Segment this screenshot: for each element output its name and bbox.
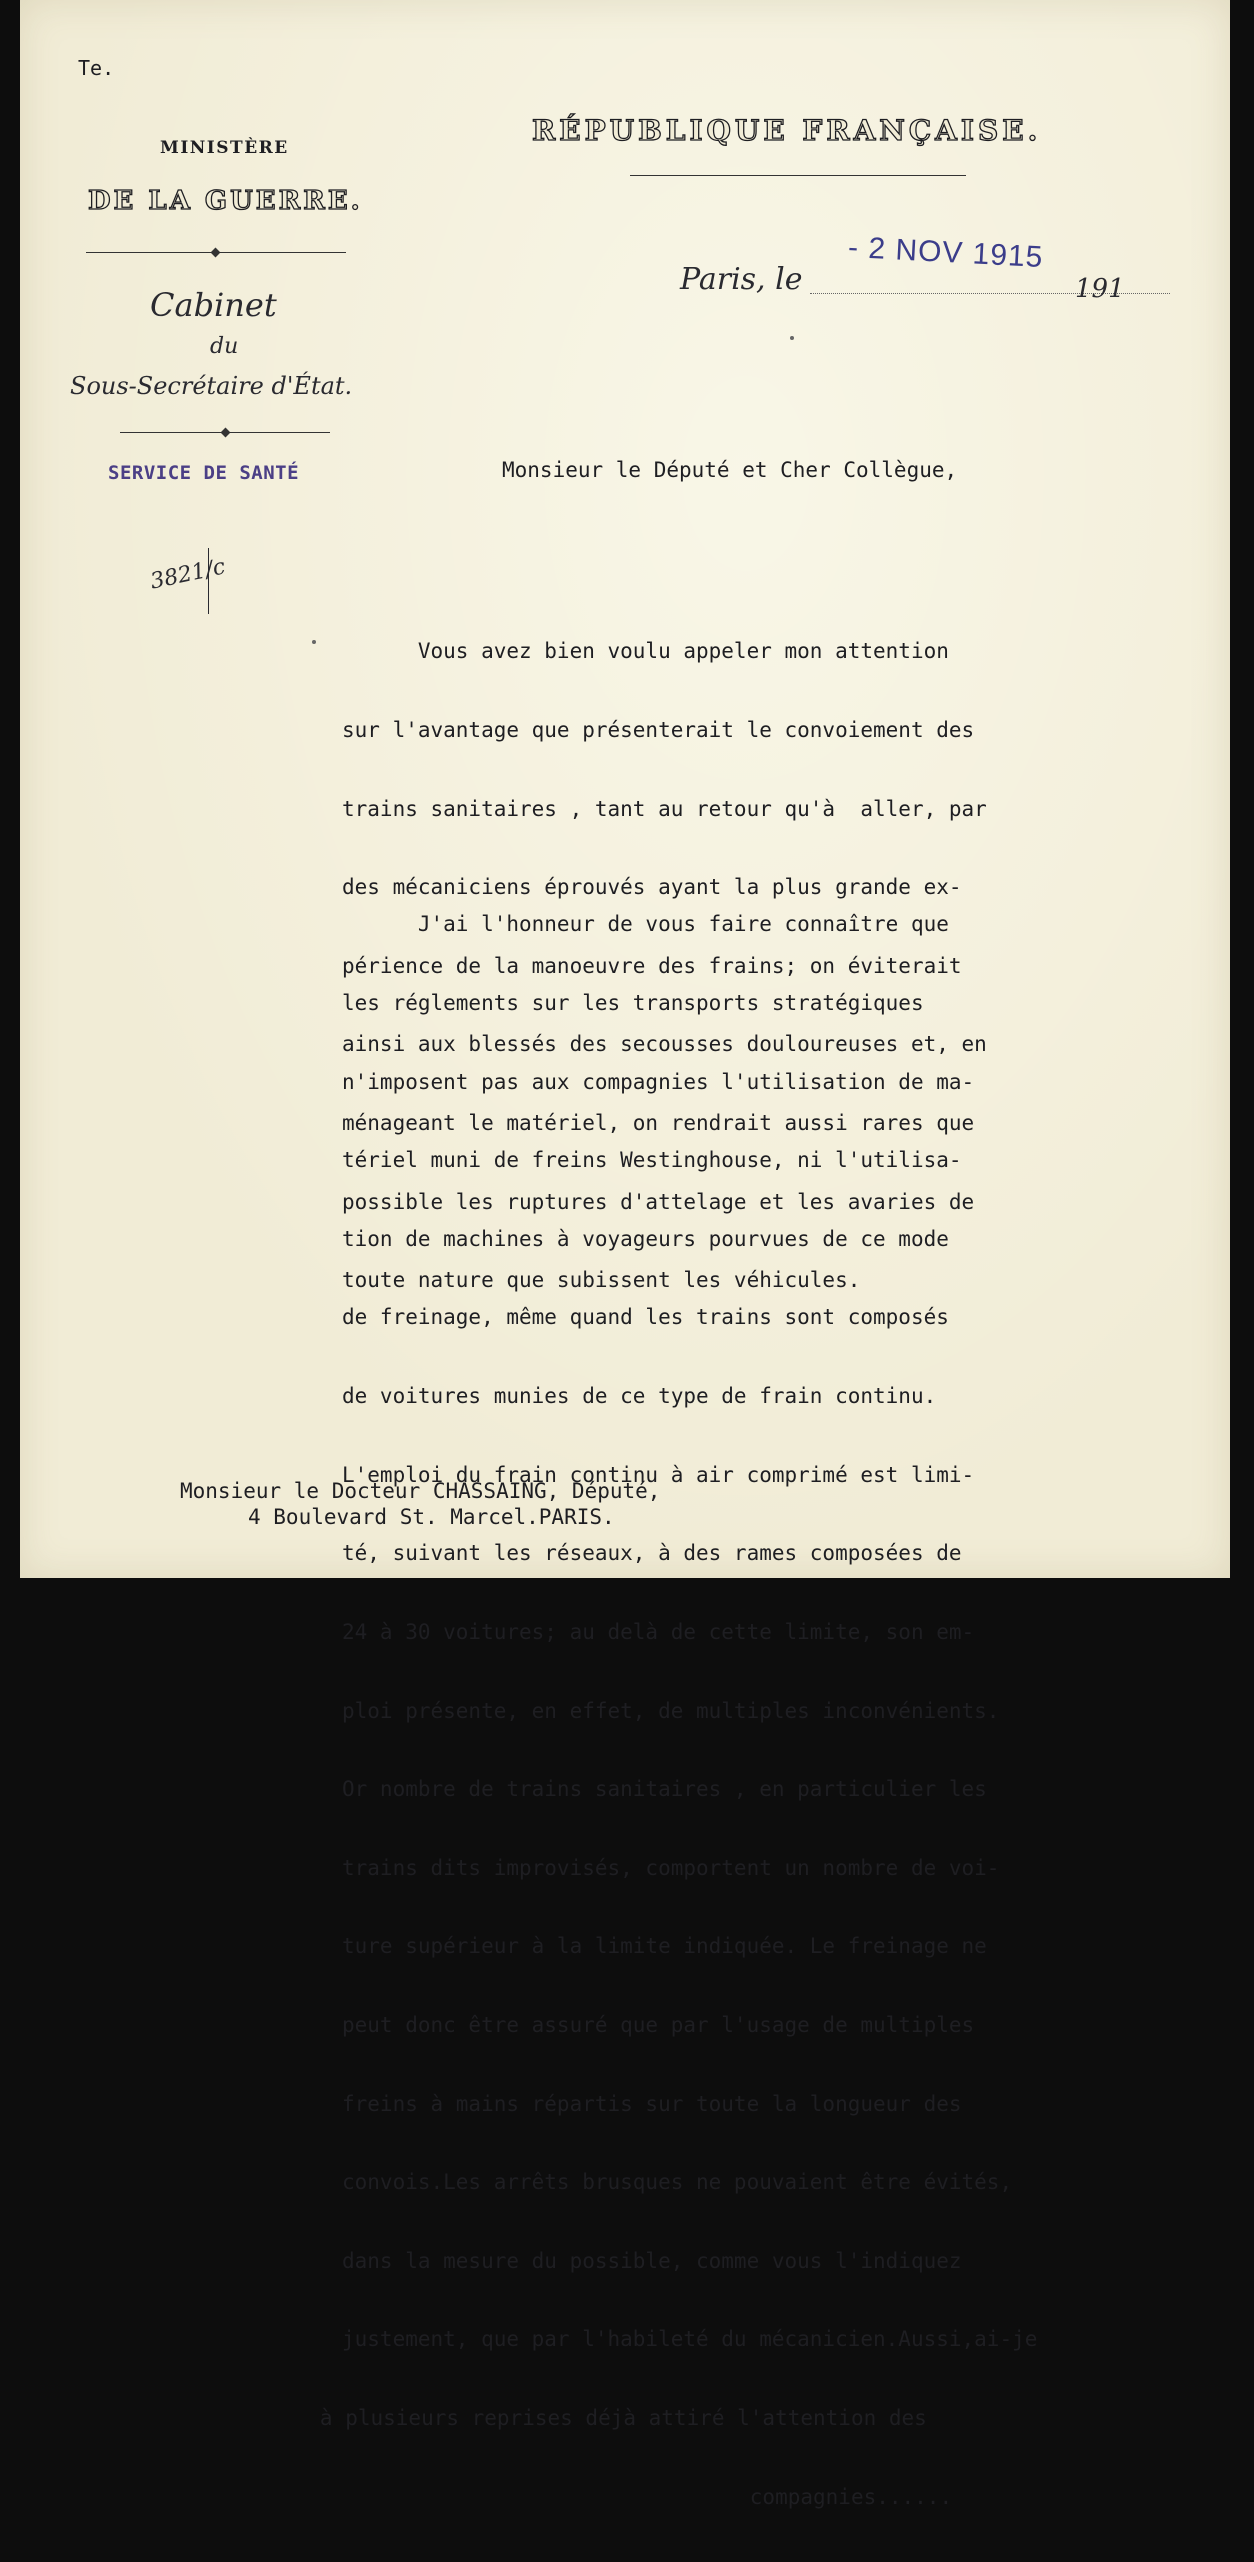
text-line: trains sanitaires , tant au retour qu'à aller, par	[342, 796, 987, 821]
text-line: tériel muni de freins Westinghouse, ni l'utilisa-	[342, 1148, 962, 1173]
date-stamp: - 2 NOV 1915	[847, 230, 1045, 275]
recipient-name: Monsieur le Docteur CHASSAING, Député,	[180, 1479, 661, 1503]
text-line: n'imposent pas aux compagnies l'utilisation de ma-	[342, 1069, 975, 1094]
text-line: peut donc être assuré que par l'usage de multiples	[342, 2012, 975, 2037]
service-stamp: SERVICE DE SANTÉ	[108, 462, 300, 484]
text-line: justement, que par l'habileté du mécanicien.Aussi,ai-je	[342, 2327, 1038, 2352]
text-line: té, suivant les réseaux, à des rames composées de	[342, 1541, 962, 1566]
margin-dot	[312, 640, 316, 644]
du-label: du	[210, 334, 239, 359]
ministry-label: MINISTÈRE	[160, 138, 289, 158]
text-line: des mécaniciens éprouvés ayant la plus grande ex-	[342, 875, 962, 900]
sous-secretaire-label: Sous-Secrétaire d'État.	[70, 372, 353, 400]
text-line: ploi présente, en effet, de multiples inconvénients.	[342, 1698, 1000, 1723]
text-line: Vous avez bien voulu appeler mon attention	[342, 639, 949, 664]
letter-page	[20, 0, 1230, 2509]
text-line: dans la mesure du possible, comme vous l'indiquez	[342, 2248, 962, 2273]
file-reference-bar	[208, 548, 209, 614]
date-place: Paris, le	[680, 262, 803, 297]
text-line: convois.Les arrêts brusques ne pouvaient être évités,	[342, 2170, 1013, 2195]
republic-heading: RÉPUBLIQUE FRANÇAISE.	[532, 114, 1042, 147]
text-line: ainsi aux blessés des secousses douloureuses et, en	[342, 1032, 987, 1057]
text-line: de voitures munies de ce type de frain continu.	[342, 1384, 937, 1409]
text-line: sur l'avantage que présenterait le convoiement des	[342, 718, 975, 743]
text-line: possible les ruptures d'attelage et les avaries de	[342, 1189, 975, 1214]
text-line: toute nature que subissent les véhicules.	[342, 1268, 861, 1293]
cabinet-label: Cabinet	[150, 286, 277, 324]
text-line: compagnies......	[282, 2484, 953, 2509]
margin-dot	[790, 336, 794, 340]
ministry-name: DE LA GUERRE.	[88, 186, 363, 216]
recipient-address: 4 Boulevard St. Marcel.PARIS.	[248, 1505, 615, 1529]
heading-underline	[630, 175, 966, 176]
text-line: de freinage, même quand les trains sont composés	[342, 1305, 949, 1330]
text-line: les réglements sur les transports stratégiques	[342, 991, 924, 1016]
file-reference: 3821/c	[148, 554, 228, 595]
text-line: freins à mains répartis sur toute la longueur des	[342, 2091, 962, 2116]
divider-ornament	[211, 248, 221, 258]
text-line: J'ai l'honneur de vous faire connaître que	[342, 912, 949, 937]
salutation: Monsieur le Député et Cher Collègue,	[502, 458, 958, 482]
text-line: L'emploi du frain continu à air comprimé est limi-	[342, 1462, 975, 1487]
text-line: 24 à 30 voitures; au delà de cette limite, son em-	[342, 1619, 975, 1644]
text-line: tion de machines à voyageurs pourvues de ce mode	[342, 1226, 949, 1251]
divider-ornament	[221, 428, 231, 438]
paragraph-2	[282, 859, 1038, 2562]
text-line: ture supérieur à la limite indiquée. Le freinage ne	[342, 1934, 987, 1959]
text-line: ménageant le matériel, on rendrait aussi rares que	[342, 1111, 975, 1136]
text-line: trains dits improvisés, comportent un nombre de voi-	[342, 1855, 1000, 1880]
text-line: périence de la manoeuvre des frains; on éviterait	[342, 953, 962, 978]
reference-initials: Te.	[78, 56, 115, 80]
text-line: à plusieurs reprises déjà attiré l'attention des	[282, 2405, 927, 2430]
year-prefix: 191	[1075, 274, 1125, 304]
text-line: Or nombre de trains sanitaires , en particulier les	[342, 1777, 987, 1802]
